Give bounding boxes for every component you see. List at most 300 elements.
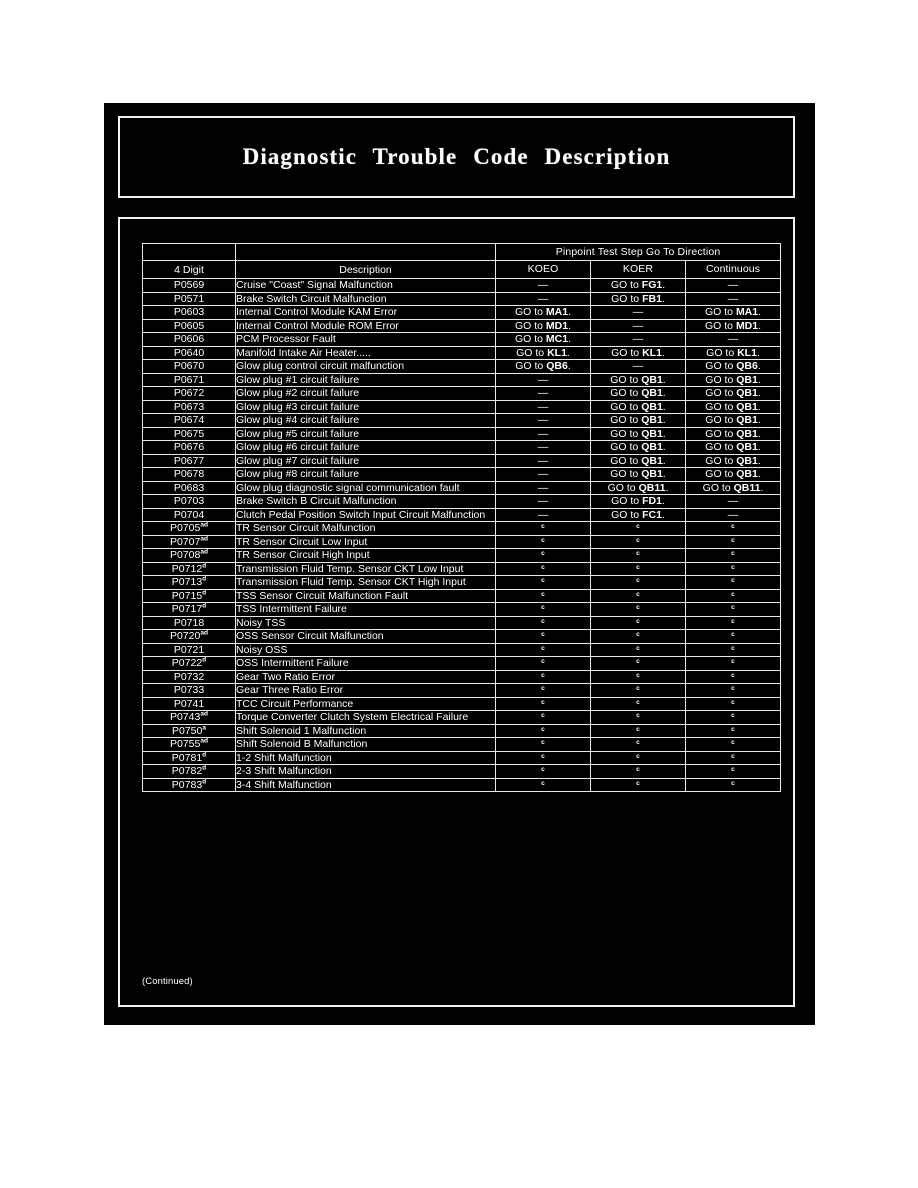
footnote-marker-c: c (731, 658, 735, 666)
dtc-koeo-cell (496, 738, 591, 752)
footnote-marker: d (202, 575, 207, 583)
table-body (143, 279, 781, 792)
footnote-marker-c: c (636, 725, 640, 733)
dtc-koer-cell (591, 724, 686, 738)
dtc-description-cell: TSS Intermittent Failure (236, 603, 496, 617)
dtc-description-cell: Glow plug diagnostic signal communication fault (236, 481, 496, 495)
dtc-description-cell: Gear Two Ratio Error (236, 670, 496, 684)
footnote-marker: d (202, 778, 207, 786)
footnote-marker-c: c (636, 617, 640, 625)
footnote-marker-c: c (636, 658, 640, 666)
dtc-koeo-cell (496, 576, 591, 590)
table-row (143, 360, 781, 374)
dtc-continuous-cell (686, 657, 781, 671)
footnote-marker-c: c (731, 536, 735, 544)
dtc-koeo-cell (496, 670, 591, 684)
dtc-koeo-cell (496, 724, 591, 738)
pinpoint-test-step: QB1 (641, 414, 663, 427)
dtc-code-cell: P0603 (143, 306, 236, 320)
dtc-koer-cell (591, 616, 686, 630)
dtc-koer-cell: GO to QB1. (591, 373, 686, 387)
dtc-code-cell: P0674 (143, 414, 236, 428)
dtc-code-cell: P0713$^d$ (143, 576, 236, 590)
dtc-description-cell: Manifold Intake Air Heater..... (236, 346, 496, 360)
header-koeo: KOEO (496, 261, 591, 279)
footnote-marker: d (202, 589, 207, 597)
table-row (143, 441, 781, 455)
dtc-koer-cell (591, 549, 686, 563)
dtc-koer-cell: GO to FD1. (591, 495, 686, 509)
table-wrapper (142, 243, 780, 792)
footnote-marker-c: c (636, 631, 640, 639)
pinpoint-test-step: QB1 (736, 468, 758, 481)
dtc-code-cell: P0683 (143, 481, 236, 495)
footnote-marker-c: c (731, 523, 735, 531)
footnote-marker-c: c (636, 577, 640, 585)
dtc-koer-cell: GO to QB1. (591, 468, 686, 482)
dtc-continuous-cell (686, 643, 781, 657)
dtc-continuous-cell (686, 751, 781, 765)
pinpoint-test-step: MA1 (735, 306, 759, 319)
table-header (143, 244, 781, 279)
dtc-continuous-cell (686, 630, 781, 644)
dtc-code-cell: P0670 (143, 360, 236, 374)
footnote-marker-c: c (541, 604, 545, 612)
table-row (143, 643, 781, 657)
footnote-marker: ad (200, 629, 209, 637)
footnote-marker-c: c (731, 550, 735, 558)
dtc-koer-cell: GO to QB1. (591, 400, 686, 414)
dtc-koer-cell (591, 751, 686, 765)
dtc-description-cell: 2-3 Shift Malfunction (236, 765, 496, 779)
table-row (143, 697, 781, 711)
footnote-marker-c: c (731, 644, 735, 652)
dtc-code-cell: P0717$^d$ (143, 603, 236, 617)
dtc-koer-cell (591, 684, 686, 698)
table-row (143, 454, 781, 468)
dtc-continuous-cell: — (686, 495, 781, 509)
dtc-description-cell: Shift Solenoid B Malfunction (236, 738, 496, 752)
footnote-marker-c: c (541, 536, 545, 544)
dtc-koer-cell (591, 630, 686, 644)
dtc-koeo-cell: — (496, 454, 591, 468)
dtc-koeo-cell (496, 643, 591, 657)
dtc-description-cell: Noisy TSS (236, 616, 496, 630)
footnote-marker-c: c (541, 779, 545, 787)
dtc-code-cell: P0722$^d$ (143, 657, 236, 671)
footnote-marker-c: c (636, 698, 640, 706)
dtc-continuous-cell: — (686, 333, 781, 347)
dtc-code-cell: P0605 (143, 319, 236, 333)
dtc-description-cell: Glow plug #8 circuit failure (236, 468, 496, 482)
dtc-description-cell: Internal Control Module KAM Error (236, 306, 496, 320)
header-continuous: Continuous (686, 261, 781, 279)
pinpoint-test-step: QB11 (733, 481, 761, 494)
table-row (143, 414, 781, 428)
dtc-code-cell: P0640 (143, 346, 236, 360)
footnote-marker: ad (200, 535, 209, 543)
footnote-marker-c: c (541, 752, 545, 760)
footnote-marker-c: c (731, 590, 735, 598)
pinpoint-test-step: QB1 (641, 427, 663, 440)
dtc-continuous-cell: GO to QB1. (686, 441, 781, 455)
dtc-code-cell: P0678 (143, 468, 236, 482)
dtc-koeo-cell (496, 630, 591, 644)
footnote-marker-c: c (731, 631, 735, 639)
table-row (143, 427, 781, 441)
dtc-koer-cell: GO to QB1. (591, 454, 686, 468)
dtc-continuous-cell: GO to KL1. (686, 346, 781, 360)
footnote-marker: ad (200, 737, 209, 745)
dtc-code-cell: P0715$^d$ (143, 589, 236, 603)
dtc-description-cell: PCM Processor Fault (236, 333, 496, 347)
dtc-code-cell: P0718 (143, 616, 236, 630)
page-title: Diagnostic Trouble Code Description (242, 144, 671, 169)
dtc-description-cell: OSS Intermittent Failure (236, 657, 496, 671)
dtc-continuous-cell (686, 616, 781, 630)
dtc-koeo-cell: GO to KL1. (496, 346, 591, 360)
dtc-description-cell: Glow plug #5 circuit failure (236, 427, 496, 441)
dtc-koeo-cell (496, 697, 591, 711)
pinpoint-test-step: QB1 (736, 441, 758, 454)
table-row (143, 495, 781, 509)
dtc-koeo-cell: — (496, 468, 591, 482)
pinpoint-test-step: MD1 (735, 319, 759, 332)
dtc-description-cell: TSS Sensor Circuit Malfunction Fault (236, 589, 496, 603)
header-4-digit: 4 Digit (143, 261, 236, 279)
footnote-marker-c: c (636, 685, 640, 693)
table-row (143, 589, 781, 603)
dtc-koer-cell (591, 643, 686, 657)
dtc-koeo-cell (496, 522, 591, 536)
dtc-description-cell: Transmission Fluid Temp. Sensor CKT High Input (236, 576, 496, 590)
dtc-code-cell: P0703 (143, 495, 236, 509)
dtc-continuous-cell: — (686, 292, 781, 306)
dtc-continuous-cell: GO to QB1. (686, 454, 781, 468)
title-panel (118, 116, 795, 198)
dtc-description-cell: Transmission Fluid Temp. Sensor CKT Low Input (236, 562, 496, 576)
table-row (143, 373, 781, 387)
table-row (143, 738, 781, 752)
dtc-continuous-cell: GO to MA1. (686, 306, 781, 320)
dtc-koeo-cell: — (496, 279, 591, 293)
dtc-description-cell: Glow plug #6 circuit failure (236, 441, 496, 455)
dtc-continuous-cell (686, 670, 781, 684)
pinpoint-test-step: QB1 (736, 387, 758, 400)
footnote-marker-c: c (541, 766, 545, 774)
dtc-description-cell: Glow plug #4 circuit failure (236, 414, 496, 428)
dtc-koeo-cell: — (496, 292, 591, 306)
dtc-continuous-cell (686, 549, 781, 563)
table-row (143, 468, 781, 482)
footnote-marker-c: c (731, 577, 735, 585)
pinpoint-test-step: QB1 (641, 400, 663, 413)
footnote-marker-c: c (731, 604, 735, 612)
footnote-marker-c: c (636, 739, 640, 747)
footnote-marker: ad (200, 521, 209, 529)
table-row (143, 319, 781, 333)
dtc-koer-cell (591, 697, 686, 711)
dtc-code-cell: $P0707^{ad}$ (143, 535, 236, 549)
dtc-continuous-cell (686, 697, 781, 711)
header-spacer-description (236, 244, 496, 261)
footnote-marker-c: c (636, 563, 640, 571)
pinpoint-test-step: QB1 (736, 414, 758, 427)
table-row (143, 657, 781, 671)
dtc-koeo-cell (496, 751, 591, 765)
dtc-koeo-cell (496, 535, 591, 549)
dtc-description-cell: TR Sensor Circuit Low Input (236, 535, 496, 549)
table-header-row-columns (143, 261, 781, 279)
dtc-koer-cell (591, 657, 686, 671)
dtc-continuous-cell (686, 765, 781, 779)
dtc-code-cell: P0673 (143, 400, 236, 414)
dtc-code-cell: P0782$^d$ (143, 765, 236, 779)
footnote-marker-c: c (731, 685, 735, 693)
dtc-koeo-cell (496, 765, 591, 779)
footnote-marker: d (202, 751, 207, 759)
dtc-continuous-cell (686, 535, 781, 549)
dtc-continuous-cell: GO to QB1. (686, 414, 781, 428)
footnote-marker-c: c (731, 617, 735, 625)
footnote-marker-c: c (636, 523, 640, 531)
footnote-marker-c: c (731, 752, 735, 760)
dtc-koer-cell (591, 711, 686, 725)
dtc-continuous-cell (686, 562, 781, 576)
dtc-code-cell: P0672 (143, 387, 236, 401)
dtc-koeo-cell (496, 603, 591, 617)
dtc-continuous-cell: GO to QB11. (686, 481, 781, 495)
dtc-koer-cell: GO to QB11. (591, 481, 686, 495)
dtc-continuous-cell (686, 778, 781, 792)
footnote-marker-c: c (731, 712, 735, 720)
table-row (143, 535, 781, 549)
dtc-koeo-cell: — (496, 414, 591, 428)
table-panel (118, 217, 795, 1007)
dtc-description-cell: TR Sensor Circuit High Input (236, 549, 496, 563)
dtc-koer-cell: GO to FB1. (591, 292, 686, 306)
dtc-description-cell: Glow plug #3 circuit failure (236, 400, 496, 414)
dtc-continuous-cell: GO to QB1. (686, 373, 781, 387)
footnote-marker-c: c (541, 644, 545, 652)
dtc-koeo-cell (496, 616, 591, 630)
dtc-koeo-cell: GO to MA1. (496, 306, 591, 320)
dtc-code-cell: P0783$^d$ (143, 778, 236, 792)
table-row (143, 306, 781, 320)
dtc-description-cell: Torque Converter Clutch System Electrical Failure (236, 711, 496, 725)
dtc-koeo-cell (496, 562, 591, 576)
dtc-koer-cell: — (591, 306, 686, 320)
table-row (143, 778, 781, 792)
table-row (143, 711, 781, 725)
header-koer: KOER (591, 261, 686, 279)
header-description: Description (236, 261, 496, 279)
dtc-code-cell: P0781$^d$ (143, 751, 236, 765)
dtc-koer-cell (591, 778, 686, 792)
dtc-koer-cell: GO to FG1. (591, 279, 686, 293)
dtc-koeo-cell (496, 549, 591, 563)
continued-note: (Continued) (142, 976, 193, 987)
footnote-marker-c: c (636, 536, 640, 544)
dtc-koeo-cell (496, 684, 591, 698)
footnote-marker-c: c (541, 658, 545, 666)
dtc-koer-cell: — (591, 360, 686, 374)
dtc-koer-cell: GO to QB1. (591, 414, 686, 428)
dtc-code-cell: P0569 (143, 279, 236, 293)
footnote-marker-c: c (541, 671, 545, 679)
table-row (143, 751, 781, 765)
dtc-description-cell: Brake Switch Circuit Malfunction (236, 292, 496, 306)
pinpoint-test-step: QB6 (736, 360, 758, 373)
dtc-code-cell: P0606 (143, 333, 236, 347)
pinpoint-test-step: QB1 (736, 373, 758, 386)
dtc-koer-cell (591, 576, 686, 590)
dtc-koeo-cell: — (496, 441, 591, 455)
footnote-marker-c: c (541, 685, 545, 693)
pinpoint-test-step: FB1 (642, 292, 662, 305)
dtc-code-cell: P0721 (143, 643, 236, 657)
pinpoint-test-step: FD1 (642, 495, 662, 508)
dtc-koer-cell: GO to QB1. (591, 441, 686, 455)
dtc-continuous-cell (686, 576, 781, 590)
dtc-koeo-cell: — (496, 508, 591, 522)
dtc-code-cell: P0704 (143, 508, 236, 522)
table-row (143, 684, 781, 698)
dtc-koer-cell: GO to FC1. (591, 508, 686, 522)
dtc-koer-cell (591, 765, 686, 779)
dtc-code-cell: P0676 (143, 441, 236, 455)
table-row (143, 576, 781, 590)
pinpoint-test-step: QB1 (641, 441, 663, 454)
dtc-description-cell: 3-4 Shift Malfunction (236, 778, 496, 792)
dtc-koeo-cell: — (496, 495, 591, 509)
footnote-marker-c: c (636, 671, 640, 679)
dtc-continuous-cell: — (686, 508, 781, 522)
footnote-marker-c: c (541, 739, 545, 747)
table-row (143, 549, 781, 563)
dtc-koer-cell (591, 670, 686, 684)
dtc-description-cell: Internal Control Module ROM Error (236, 319, 496, 333)
footnote-marker-c: c (636, 752, 640, 760)
footnote-marker-c: c (636, 644, 640, 652)
footnote-marker-c: c (541, 712, 545, 720)
pinpoint-test-step: QB1 (641, 387, 663, 400)
dtc-koeo-cell (496, 657, 591, 671)
dtc-description-cell: Glow plug #1 circuit failure (236, 373, 496, 387)
dtc-description-cell: Glow plug control circuit malfunction (236, 360, 496, 374)
dtc-koer-cell (591, 603, 686, 617)
dtc-koer-cell: GO to QB1. (591, 387, 686, 401)
footnote-marker-c: c (636, 550, 640, 558)
dtc-koer-cell: GO to QB1. (591, 427, 686, 441)
dtc-koeo-cell: — (496, 481, 591, 495)
dtc-table (142, 243, 781, 792)
dtc-koeo-cell (496, 711, 591, 725)
pinpoint-test-step: KL1 (737, 346, 757, 359)
dtc-code-cell: P0677 (143, 454, 236, 468)
table-row (143, 670, 781, 684)
dtc-continuous-cell: GO to QB1. (686, 427, 781, 441)
footnote-marker-c: c (731, 671, 735, 679)
footnote-marker-c: c (636, 604, 640, 612)
dtc-koer-cell: GO to KL1. (591, 346, 686, 360)
footnote-marker-c: c (541, 523, 545, 531)
dtc-koeo-cell: GO to MD1. (496, 319, 591, 333)
table-row (143, 724, 781, 738)
footnote-marker-c: c (541, 698, 545, 706)
dtc-description-cell: Brake Switch B Circuit Malfunction (236, 495, 496, 509)
dtc-continuous-cell (686, 738, 781, 752)
footnote-marker-c: c (636, 779, 640, 787)
pinpoint-test-step: FG1 (641, 279, 663, 292)
dtc-continuous-cell (686, 589, 781, 603)
table-row (143, 522, 781, 536)
table-row (143, 279, 781, 293)
dtc-code-cell: $P0708^{ad}$ (143, 549, 236, 563)
dtc-continuous-cell: — (686, 279, 781, 293)
pinpoint-test-step: QB1 (641, 468, 663, 481)
dtc-koer-cell (591, 589, 686, 603)
pinpoint-test-step: QB1 (641, 373, 663, 386)
dtc-koeo-cell (496, 589, 591, 603)
footnote-marker: ad (200, 548, 209, 556)
footnote-marker: d (202, 764, 207, 772)
table-row (143, 481, 781, 495)
dtc-continuous-cell: GO to QB6. (686, 360, 781, 374)
dtc-code-cell: P0675 (143, 427, 236, 441)
dtc-code-cell: $P0755^{ad}$ (143, 738, 236, 752)
footnote-marker-c: c (731, 766, 735, 774)
dtc-koeo-cell: GO to MC1. (496, 333, 591, 347)
footnote-marker-c: c (636, 590, 640, 598)
dtc-description-cell: Shift Solenoid 1 Malfunction (236, 724, 496, 738)
dtc-koeo-cell: — (496, 373, 591, 387)
footnote-marker-c: c (731, 739, 735, 747)
footnote-marker-c: c (731, 779, 735, 787)
dtc-code-cell: P0733 (143, 684, 236, 698)
footnote-marker-c: c (541, 617, 545, 625)
dtc-description-cell: Noisy OSS (236, 643, 496, 657)
pinpoint-test-step: QB11 (638, 481, 666, 494)
dtc-continuous-cell: GO to QB1. (686, 387, 781, 401)
dtc-code-cell: P0571 (143, 292, 236, 306)
header-pinpoint-group: Pinpoint Test Step Go To Direction (496, 244, 781, 261)
dtc-description-cell: Cruise "Coast" Signal Malfunction (236, 279, 496, 293)
dtc-continuous-cell (686, 724, 781, 738)
dtc-continuous-cell (686, 684, 781, 698)
dtc-description-cell: 1-2 Shift Malfunction (236, 751, 496, 765)
footnote-marker-c: c (541, 577, 545, 585)
dtc-description-cell: Clutch Pedal Position Switch Input Circuit Malfunction (236, 508, 496, 522)
dtc-koer-cell (591, 522, 686, 536)
footnote-marker: d (202, 656, 207, 664)
table-row (143, 333, 781, 347)
table-row (143, 616, 781, 630)
footnote-marker-c: c (636, 712, 640, 720)
dtc-code-cell: P0712$^d$ (143, 562, 236, 576)
dtc-description-cell: Gear Three Ratio Error (236, 684, 496, 698)
footnote-marker: ad (200, 710, 209, 718)
table-row (143, 630, 781, 644)
dtc-koeo-cell: — (496, 400, 591, 414)
table-row (143, 603, 781, 617)
pinpoint-test-step: MA1 (545, 306, 569, 319)
table-row (143, 387, 781, 401)
dtc-code-cell: $P0720^{ad}$ (143, 630, 236, 644)
pinpoint-test-step: MD1 (545, 319, 569, 332)
dtc-continuous-cell: GO to QB1. (686, 400, 781, 414)
scanned-page-block (104, 103, 815, 1025)
